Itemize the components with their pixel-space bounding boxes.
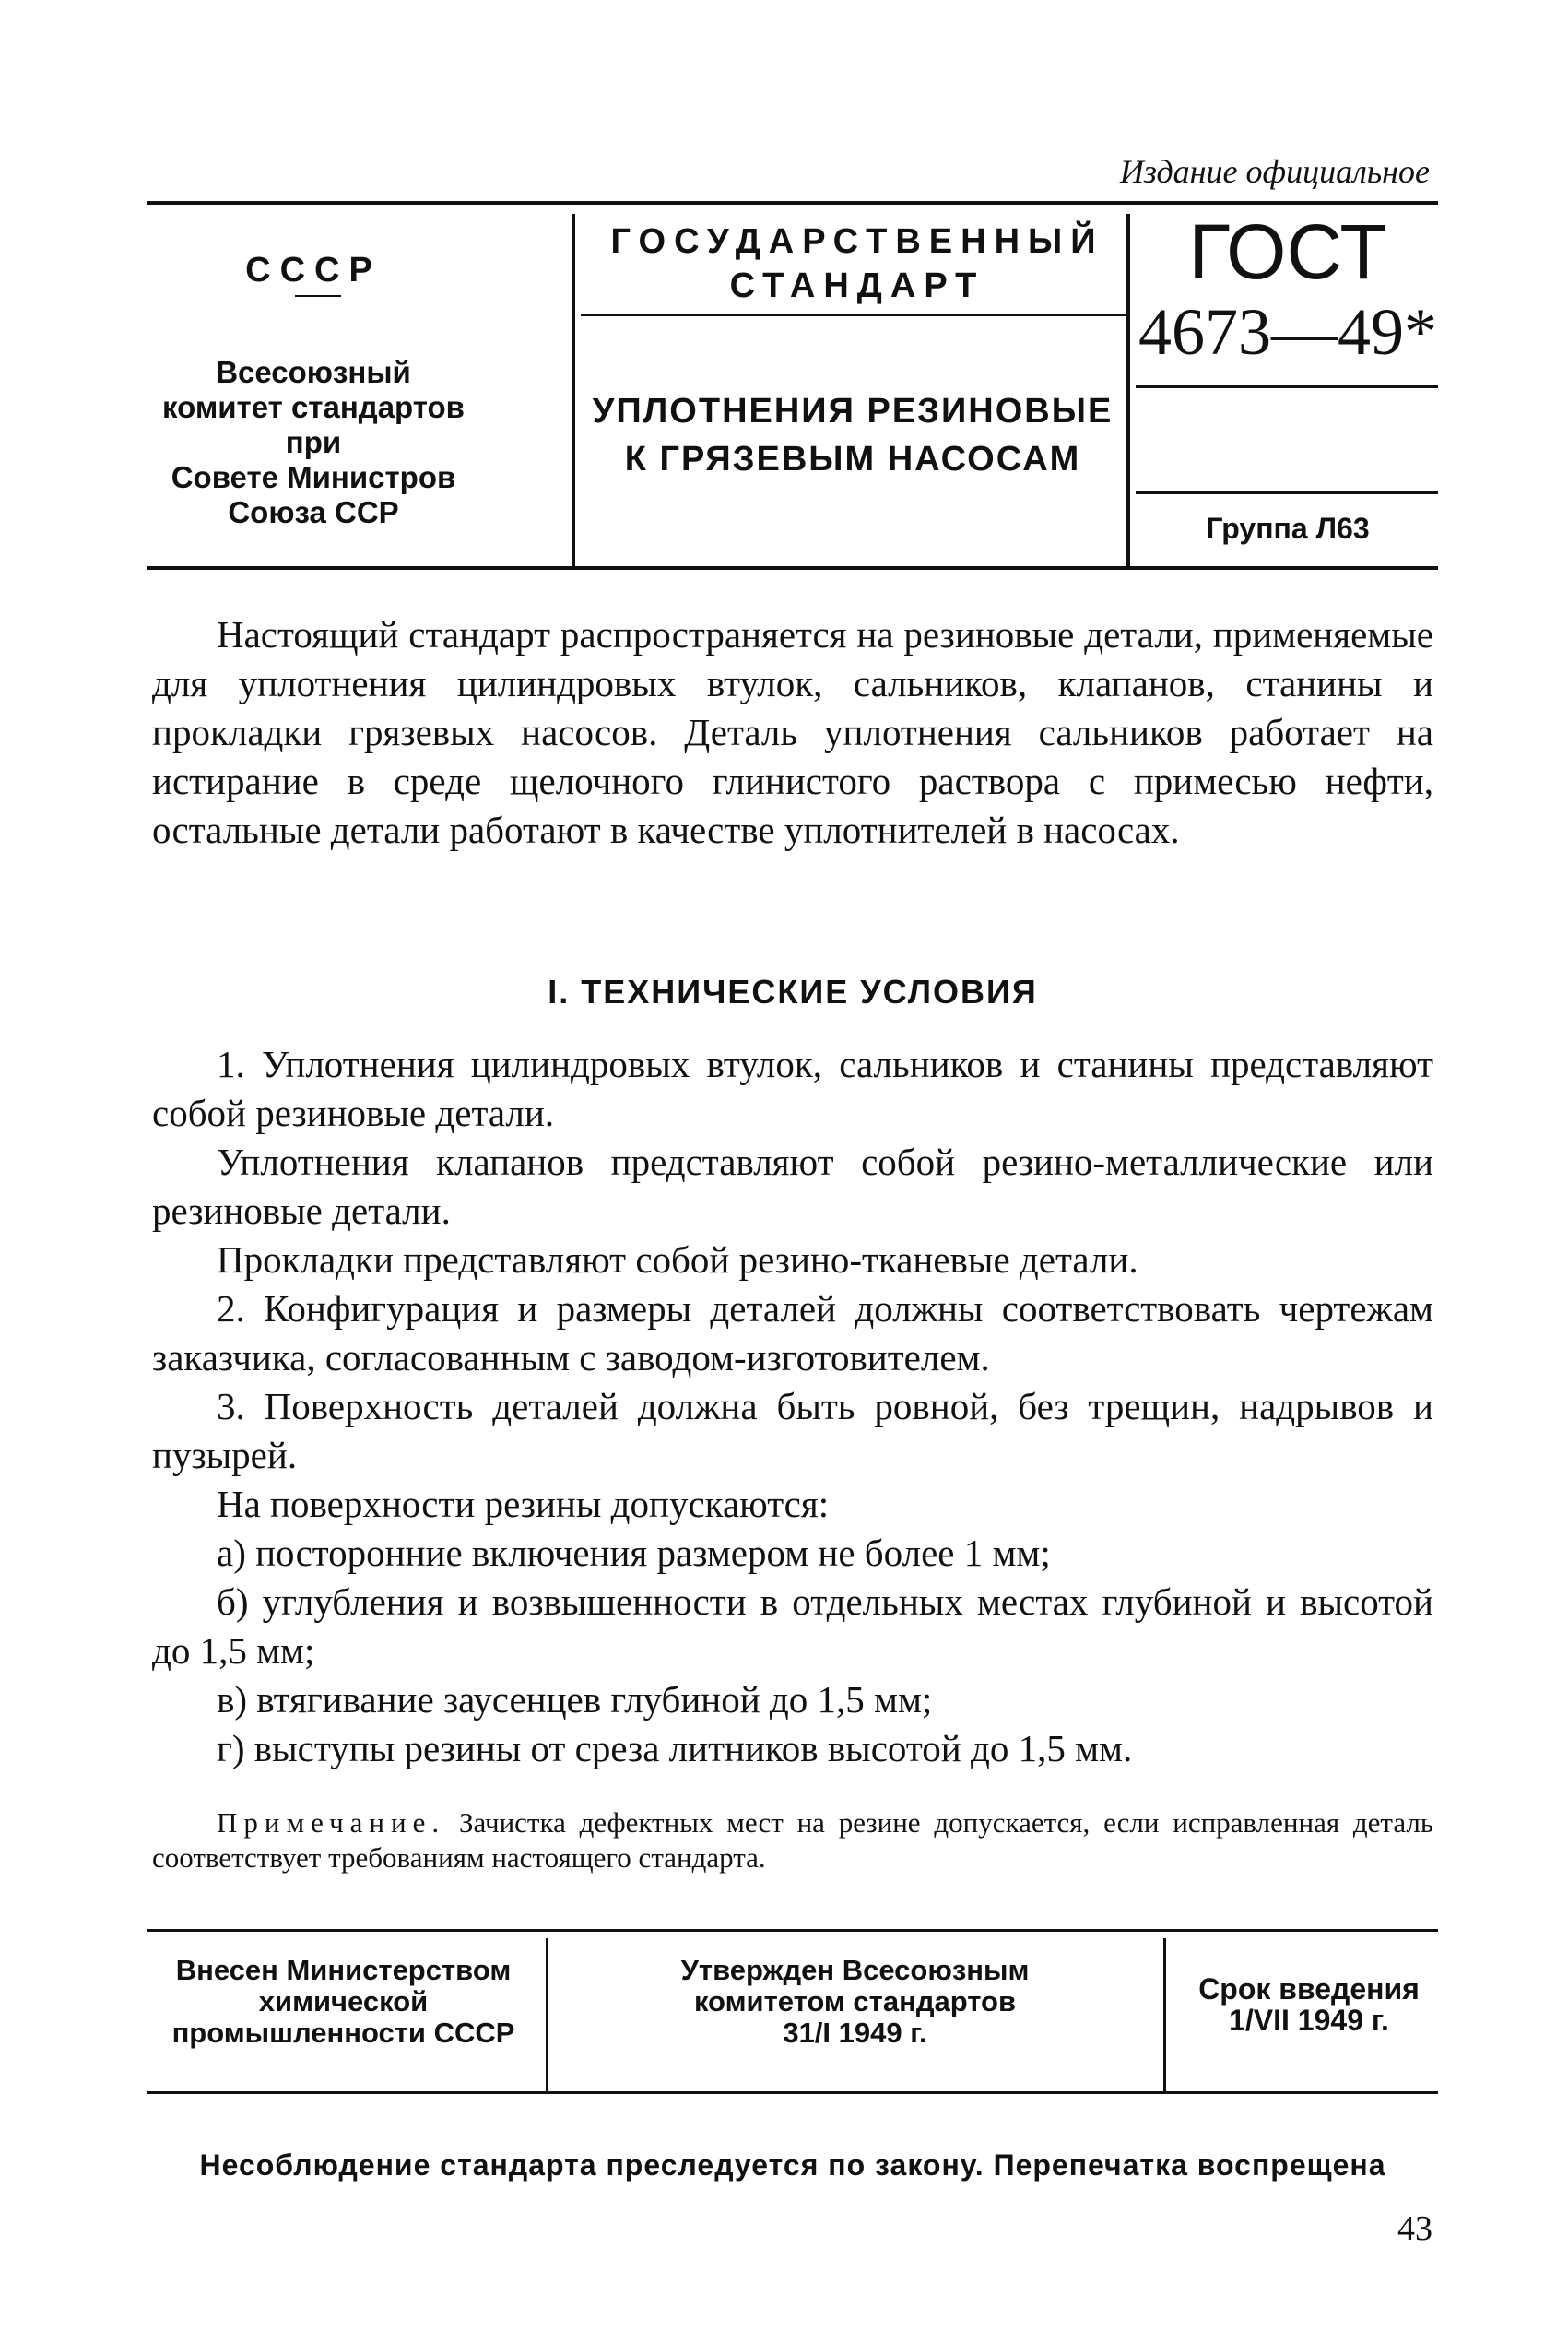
header-bottom-rule [147,566,1438,570]
approved-line: комитетом стандартов [693,1985,1017,2017]
list-item: б) углубления и возвышенности в отдельных местах глубиной и высотой до 1,5 мм; [152,1580,1433,1672]
committee-line: Всесоюзный [216,355,411,389]
approved-by [558,1955,1152,2049]
submitted-line: химической [258,1985,429,2017]
footer-bottom-rule [147,2091,1438,2094]
effective-line: 1/VII 1949 г. [1229,2004,1389,2037]
committee-line: Совете Министров [171,460,456,494]
gost-number: 4673—49* [1138,295,1437,369]
document-title [581,387,1125,483]
items-list [152,1040,1433,1773]
document-title-line: К ГРЯЗЕВЫМ НАСОСАМ [624,440,1081,479]
list-item: 3. Поверхность деталей должна быть ровной, без трещин, надрывов и пузырей. [152,1385,1433,1476]
list-item: а) посторонние включения размером не более 1 мм; [217,1532,1051,1574]
footer-top-rule [147,1929,1438,1932]
intro-paragraph [152,610,1433,855]
list-item: г) выступы резины от среза литников высотой до 1,5 мм. [217,1727,1133,1769]
note-block [152,1805,1433,1875]
intro-text: Настоящий стандарт распространяется на резиновые детали, применяемые для уплотнения цилиндровых втулок, сальников, клапанов, станины и прокладки грязевых насосов. Деталь уплотнения сальников работает на истирание в среде щелочного глинистого раствора с примесью нефти, остальные детали работают в качестве уплотнителей в насосах. [152,613,1433,851]
document-title-line: УПЛОТНЕНИЯ РЕЗИНОВЫЕ [592,392,1114,431]
note-paragraph [152,1805,1433,1875]
committee-line: комитет стандартов [162,390,465,424]
edition-label: Издание официальное [1119,153,1430,190]
list-item: Прокладки представляют собой резино-тканевые детали. [217,1238,1138,1281]
approved-line: Утвержден Всесоюзным [680,1954,1030,1986]
list-item: в) втягивание заусенцев глубиной до 1,5 мм; [217,1678,933,1721]
group-label: Группа Л63 [1206,512,1370,545]
committee-block [152,355,475,530]
header-divider-right [1126,214,1130,566]
standard-type-line: СТАНДАРТ [729,266,985,305]
submitted-by [152,1955,535,2049]
footer-divider-right [1163,1938,1166,2091]
list-item: На поверхности резины допускаются: [217,1483,830,1525]
standard-type [590,219,1125,308]
standard-type-line: ГОСУДАРСТВЕННЫЙ [610,222,1104,261]
gost-label: ГОСТ [1188,208,1387,295]
submitted-line: промышленности СССР [171,2017,515,2049]
legal-notice: Несоблюдение стандарта преследуется по закону. Перепечатка воспрещена [199,2148,1386,2182]
page-number: 43 [1397,2209,1432,2248]
footer-divider-left [546,1938,548,2091]
committee-line: Союза ССР [228,495,399,529]
list-item: Уплотнения клапанов представляют собой резино-металлические или резиновые детали. [152,1141,1433,1232]
header-mid-rule [581,314,1126,316]
note-text: Зачистка дефектных мест на резине допускается, если исправленная деталь соответствует требованиям настоящего стандарта. [152,1806,1433,1874]
approved-line: 31/I 1949 г. [783,2017,927,2049]
header-divider-left [572,214,575,566]
committee-line: при [285,425,342,459]
effective-line: Срок введения [1198,1972,1420,2006]
country-label: СССР [245,251,382,290]
gost-rule-1 [1136,385,1438,388]
header-top-rule [147,201,1438,205]
submitted-line: Внесен Министерством [175,1954,512,1986]
country-dash [295,295,341,297]
list-item: 2. Конфигурация и размеры деталей должны соответствовать чертежам заказчика, согласованным с заводом-изготовителем. [152,1287,1433,1378]
note-label: Примечание. [217,1806,446,1839]
gost-rule-2 [1136,491,1438,494]
effective-date [1175,1973,1443,2036]
section-title: I. ТЕХНИЧЕСКИЕ УСЛОВИЯ [548,973,1038,1011]
list-item: 1. Уплотнения цилиндровых втулок, сальников и станины представляют собой резиновые детали. [152,1043,1433,1134]
